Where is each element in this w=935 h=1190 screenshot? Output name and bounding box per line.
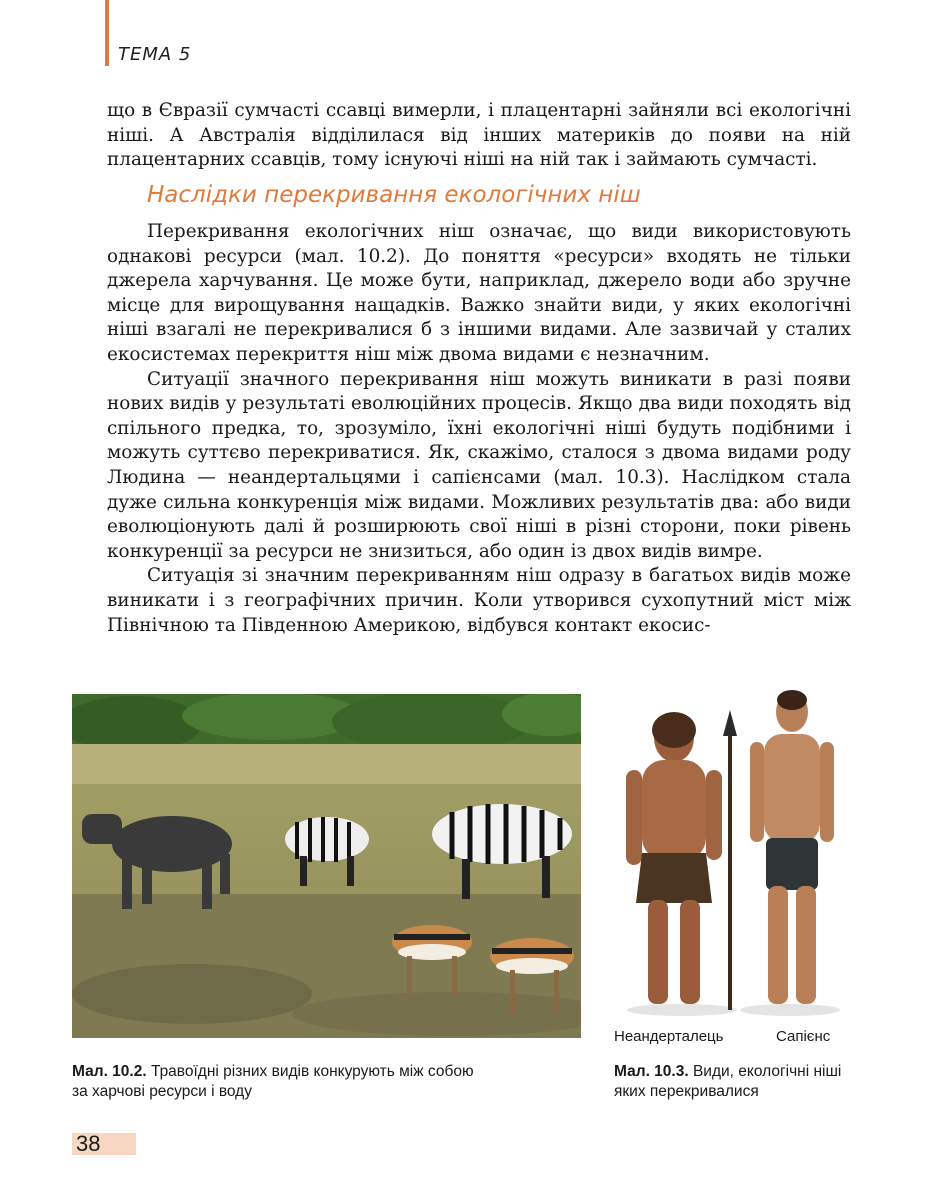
paragraph-2: Ситуації значного перекривання ніш можуть виникати в разі появи нових видів у результаті еволюційних процесів. Якщо два види походять від спільного предка, то, зрозуміло, їхні екологічні ніші будуть подібними і можуть суттєво перекриватися. Як, скажімо, сталося з двома видами роду Людина — неандертальцями і сапієнсами (мал. 10.3). Наслідком стала дуже сильна конкуренція між видами. Можливих результатів два: або види еволюціонують далі й розширюють свої ніші в різні сторони, поки рівень конкуренції за ресурси не знизиться, або один із двох видів вимре. — [107, 368, 851, 562]
neanderthal-label: Неандерталець — [614, 1028, 724, 1045]
section-title: Наслідки перекривання екологічних ніш — [147, 182, 641, 208]
figure-10-2-text: Травоїдні різних видів конкурують між собою за харчові ресурси і воду — [72, 1063, 474, 1100]
intro-text: що в Євразії сумчасті ссавці вимерли, і плацентарні зайняли всі екологічні ніші. А Австралія відділилася від інших материків до появи на ній плацентарних ссавців, тому існуючі ніші на ній так і займають сумчасті. — [107, 100, 851, 171]
humans-illustration — [612, 688, 862, 1018]
herbivores-photo — [72, 694, 581, 1038]
paragraph-1: Перекривання екологічних ніш означає, що види використовують однакові ресурси (мал. 10.2). До поняття «ресурси» входять не тільки джерела харчування. Це може бути, наприклад, джерело води або зручне місце для вирощування нащадків. Важко знайти види, у яких екологічні ніші взагалі не перекривалися б з іншими видами. Але зазвичай у сталих екосистемах перекриття ніш між двома видами є незначним. — [107, 221, 851, 365]
figure-10-2-caption — [72, 1062, 492, 1102]
paragraph-3: Ситуація зі значним перекриванням ніш одразу в багатьох видів може виникати і з географічних причин. Коли утворився сухопутний міст між Північною та Південною Америкою, відбувся контакт екосис- — [107, 565, 851, 636]
neanderthal-sapiens-figures — [612, 688, 862, 1018]
intro-paragraph — [107, 99, 851, 173]
savanna-illustration — [72, 694, 581, 1038]
page-number: 38 — [76, 1131, 101, 1156]
figure-10-3-text: Види, екологічні ніші яких перекривалися — [614, 1063, 842, 1100]
topic-label: ТЕМА 5 — [118, 44, 192, 65]
figure-10-3-label: Мал. 10.3. — [614, 1063, 689, 1080]
header-accent-bar — [105, 0, 109, 66]
section-body — [107, 220, 851, 638]
figure-10-3-caption — [614, 1062, 844, 1102]
sapiens-label: Сапієнс — [776, 1028, 831, 1045]
figure-10-2-label: Мал. 10.2. — [72, 1063, 147, 1080]
